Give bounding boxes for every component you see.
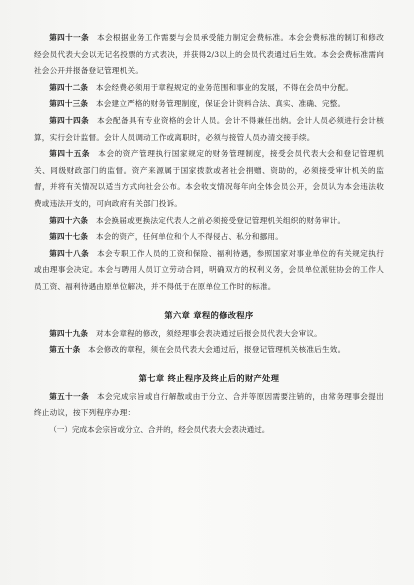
article-text: 本会根据业务工作需要与会员承受能力制定会费标准。本会会费标准的制订和修改经会员代表大会以无记名投票的方式表决，并获得2/3以上的会员代表通过后生效。本会会费标准需向社会公开并报备登记管理机关。 (34, 33, 385, 76)
article-43 (34, 96, 384, 113)
article-text: 本会配备具有专业资格的会计人员。会计不得兼任出纳。会计人员必须进行会计核算，实行会计监督。会计人员调动工作或离职时，必须与接管人员办清交接手续。 (34, 115, 385, 142)
article-text: 本会修改的章程，须在会员代表大会通过后，报登记管理机关核准后生效。 (88, 345, 346, 355)
sub-item-1: （一）完成本会宗旨或分立、合并的，经会员代表大会表决通过。 (49, 424, 270, 434)
article-number: 第四十一条 (49, 33, 90, 42)
article-number: 第四十三条 (49, 99, 89, 109)
article-text: 本会的资产管理执行国家规定的财务管理制度，接受会员代表大会和登记管理机关、同级财政部门的监督。资产来源属于国家拨款或者社会捐赠、资助的，必须接受审计机关的监督，并将有关情况以适当方式向社会公布。本会收支情况每年向全体会员公开，会员认为本会违法收费或违法开支的，可向政府有关部门投诉。 (34, 149, 385, 208)
article-number: 第四十九条 (49, 328, 89, 338)
article-text: 对本会章程的修改，须经理事会表决通过后报会员代表大会审议。 (95, 328, 322, 338)
articles-section-3 (34, 389, 384, 439)
article-47 (34, 229, 384, 246)
article-text: 本会的资产，任何单位和个人不得侵占、私分和挪用。 (95, 232, 284, 242)
article-46 (34, 213, 384, 230)
article-number: 第四十六条 (49, 215, 89, 225)
article-number: 第五十条 (49, 345, 81, 355)
article-41 (34, 30, 384, 80)
article-number: 第四十七条 (49, 232, 89, 242)
article-number: 第四十八条 (49, 248, 90, 258)
article-45 (34, 146, 384, 212)
article-text: 本会换届或更换法定代表人之前必须接受登记管理机关组织的财务审计。 (95, 215, 346, 225)
articles-section-2 (34, 326, 384, 359)
article-49 (34, 326, 384, 343)
article-51 (34, 389, 384, 422)
article-number: 第四十四条 (49, 115, 90, 125)
chapter-6-heading: 第六章 章程的修改程序 (164, 309, 254, 320)
article-number: 第四十二条 (49, 82, 89, 92)
article-text: 本会建立严格的财务管理制度，保证会计资料合法、真实、准确、完整。 (95, 99, 346, 109)
article-text: 本会完成宗旨或自行解散或由于分立、合并等原因需要注销的，由常务理事会提出终止动议，按下列程序办理： (34, 391, 385, 418)
article-44 (34, 113, 384, 146)
article-text: 本会专职工作人员的工资和保险、福利待遇，参照国家对事业单位的有关规定执行或由理事会决定。本会与聘用人员订立劳动合同，明确双方的权利义务，会员单位派驻协会的工作人员工资、福利待遇由原单位解决，并不得低于在原单位工作时的标准。 (34, 248, 385, 291)
article-number: 第四十五条 (49, 149, 91, 159)
article-42 (34, 80, 384, 97)
article-50 (34, 342, 384, 359)
article-48 (34, 246, 384, 296)
article-text: 本会经费必须用于章程规定的业务范围和事业的发展，不得在会员中分配。 (95, 82, 354, 92)
articles-section-1 (34, 30, 384, 296)
chapter-7-heading: 第七章 终止程序及终止后的财产处理 (138, 372, 280, 383)
article-number: 第五十一条 (49, 391, 90, 401)
